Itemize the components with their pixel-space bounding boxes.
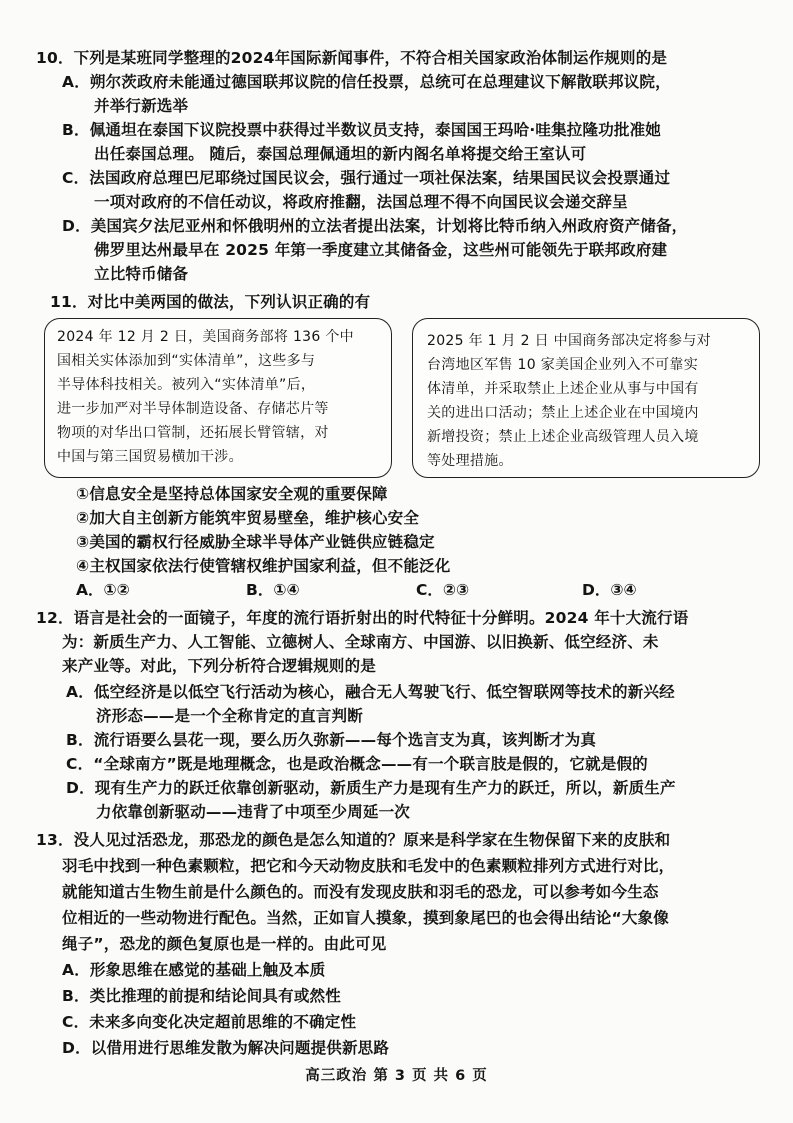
q13-stem-line1: 13．没人见过活恐龙，那恐龙的颜色是怎么知道的？原来是科学家在生物保留下来的皮肤和 [36, 831, 671, 849]
q10-option-d-line3: 立比特币储备 [94, 265, 189, 283]
q11-stem: 11．对比中美两国的做法，下列认识正确的有 [50, 293, 371, 311]
q11-statement-3: ③美国的霸权行径威胁全球半导体产业链供应链稳定 [76, 533, 435, 551]
q11-us-material-box [44, 318, 392, 478]
box-right-line: 2025 年 1 月 2 日 中国商务部决定将参与对 [427, 333, 711, 349]
q12-option-b: B．流行语要么昙花一现，要么历久弥新——每个选言支为真，该判断才为真 [66, 731, 597, 749]
q13-stem-line3: 就能知道古生物生前是什么颜色的。而没有发现皮肤和羽毛的恐龙，可以参考如今生态 [62, 883, 659, 901]
q11-china-material-box [412, 318, 760, 478]
q13-option-d: D．以借用进行思维发散为解决问题提供新思路 [62, 1039, 390, 1057]
q12-option-a-line1: A．低空经济是以低空飞行活动为核心，融合无人驾驶飞行、低空智联网等技术的新兴经 [66, 683, 675, 701]
q11-choice-c: C．②③ [416, 581, 470, 599]
q10-stem: 10．下列是某班同学整理的2024年国际新闻事件，不符合相关国家政治体制运作规则的是 [36, 49, 668, 67]
box-right-line: 体清单，并采取禁止上述企业从事与中国有 [427, 381, 699, 397]
q11-statement-4: ④主权国家依法行使管辖权维护国家利益，但不能泛化 [76, 557, 451, 575]
q10-option-b-line2: 出任泰国总理。 随后，泰国总理佩通坦的新内阁名单将提交给王室认可 [94, 145, 587, 163]
q10-option-a-line1: A．朔尔茨政府未能通过德国联邦议院的信任投票，总统可在总理建议下解散联邦议院， [62, 73, 671, 91]
box-right-line: 关的进出口活动；禁止上述企业在中国境内 [427, 405, 699, 421]
q10-option-d-line1: D．美国宾夕法尼亚州和怀俄明州的立法者提出法案，计划将比特币纳入州政府资产储备， [62, 217, 688, 235]
q12-option-d-line1: D．现有生产力的跃迁依靠创新驱动，新质生产力是现有生产力的跃迁，所以，新质生产 [66, 779, 676, 797]
q13-stem-line5: 绳子”，恐龙的颜色复原也是一样的。由此可见 [62, 935, 387, 953]
q12-stem-line2: 为：新质生产力、人工智能、立德树人、全球南方、中国游、以旧换新、低空经济、未 [62, 633, 659, 651]
q11-choice-d: D．③④ [582, 581, 637, 599]
q13-stem-line2: 羽毛中找到一种色素颗粒，把它和今天动物皮肤和毛发中的色素颗粒排列方式进行对比， [62, 857, 675, 875]
q11-choice-a: A．①② [76, 581, 130, 599]
q12-stem-line1: 12．语言是社会的一面镜子，年度的流行语折射出的时代特征十分鲜明。2024 年十大流行语 [36, 609, 689, 627]
q10-option-a-line2: 并举行新选举 [94, 97, 189, 115]
q12-option-d-line2: 力依靠创新驱动——违背了中项至少周延一次 [96, 803, 411, 821]
box-left-line: 进一步加严对半导体制造设备、存储芯片等 [57, 401, 329, 417]
box-left-line: 国相关实体添加到“实体清单”，这些多与 [57, 353, 316, 369]
q13-option-a: A．形象思维在感觉的基础上触及本质 [62, 961, 326, 979]
q10-option-b-line1: B．佩通坦在泰国下议院投票中获得过半数议员支持，泰国国王玛哈·哇集拉隆功批准她 [62, 121, 662, 139]
q10-option-c-line1: C．法国政府总理巴尼耶绕过国民议会，强行通过一项社保法案，结果国民议会投票通过 [62, 169, 671, 187]
q13-option-b: B．类比推理的前提和结论间具有或然性 [62, 987, 341, 1005]
box-left-line: 物项的对华出口管制，还拓展长臂管辖，对 [57, 425, 329, 441]
box-left-line: 中国与第三国贸易横加干涉。 [57, 449, 243, 465]
q12-option-c: C．“全球南方”既是地理概念，也是政治概念——有一个联言肢是假的，它就是假的 [66, 755, 648, 773]
q11-choice-b: B．①④ [246, 581, 300, 599]
q11-statement-2: ②加大自主创新方能筑牢贸易壁垒，维护核心安全 [76, 509, 420, 527]
q11-statement-1: ①信息安全是坚持总体国家安全观的重要保障 [76, 485, 388, 503]
q13-option-c: C．未来多向变化决定超前思维的不确定性 [62, 1013, 357, 1031]
q13-stem-line4: 位相近的一些动物进行配色。当然，正如盲人摸象，摸到象尾巴的也会得出结论“大象像 [62, 909, 669, 927]
box-left-line: 半导体科技相关。被列入“实体清单”后， [57, 377, 316, 393]
q12-option-a-line2: 济形态——是一个全称肯定的直言判断 [96, 707, 363, 725]
box-right-line: 等处理措施。 [427, 453, 513, 469]
page-footer: 高三政治 第 3 页 共 6 页 [305, 1068, 488, 1084]
q12-stem-line3: 来产业等。对此，下列分析符合逻辑规则的是 [62, 657, 377, 675]
box-right-line: 新增投资；禁止上述企业高级管理人员入境 [427, 429, 699, 445]
q10-option-c-line2: 一项对政府的不信任动议，将政府推翻，法国总理不得不向国民议会递交辞呈 [94, 193, 628, 211]
box-left-line: 2024 年 12 月 2 日，美国商务部将 136 个中 [57, 329, 354, 345]
q10-option-d-line2: 佛罗里达州最早在 2025 年第一季度建立其储备金，这些州可能领先于联邦政府建 [94, 241, 668, 259]
box-right-line: 台湾地区军售 10 家美国企业列入不可靠实 [427, 357, 699, 373]
